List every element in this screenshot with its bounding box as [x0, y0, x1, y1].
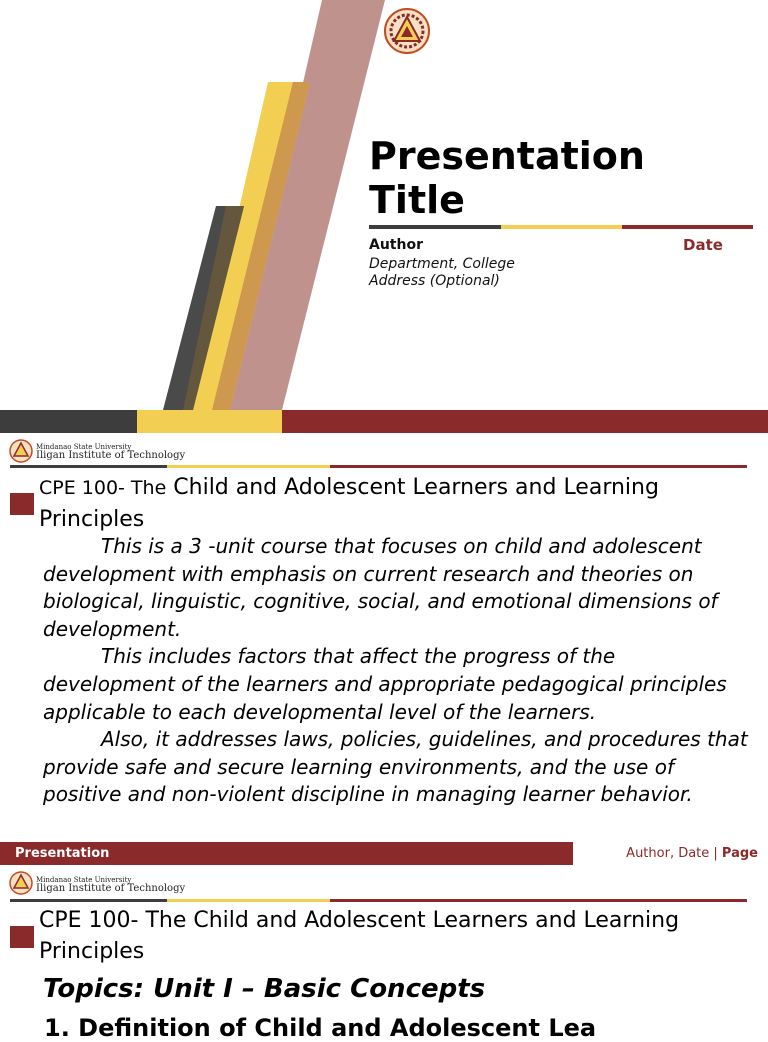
- header-line-gold: [167, 899, 330, 902]
- title-slide: [0, 0, 768, 433]
- underline-gold: [501, 225, 622, 229]
- author-label: Author: [369, 237, 423, 253]
- header-line-gold: [167, 465, 330, 468]
- topic-item: 1. Definition of Child and Adolescent Lea: [44, 1014, 597, 1042]
- bottom-band-gold: [137, 410, 282, 433]
- footer-presentation-label: Presentation: [15, 846, 110, 861]
- university-name: Mindanao State University: [36, 443, 132, 451]
- university-seal-icon: [385, 9, 429, 53]
- paragraph: This is a 3 -unit course that focuses on child and adolescent development with emphasis on current research and theories on biological, linguistic, cognitive, social, and emotional dimensions of development.: [43, 534, 718, 641]
- topics-heading: Topics: Unit I – Basic Concepts: [43, 974, 486, 1004]
- course-description: [43, 533, 748, 809]
- course-title-rest: Child and Adolescent Learners and Learning Principles: [39, 475, 659, 532]
- bottom-band-dark: [0, 410, 137, 433]
- course-title: [39, 472, 759, 535]
- bottom-band-maroon: [282, 410, 768, 433]
- header-line-maroon: [330, 465, 747, 468]
- paragraph: This includes factors that affect the progress of the development of the learners and appropriate pedagogical principles applicable to each developmental level of the learners.: [43, 644, 727, 724]
- institute-name: Iligan Institute of Technology: [36, 450, 186, 461]
- underline-maroon: [622, 225, 753, 229]
- footer-page-label: Page: [721, 846, 758, 861]
- header-line-dark: [10, 899, 167, 902]
- title-bullet-square: [10, 493, 34, 515]
- university-seal-icon: [10, 440, 32, 462]
- underline-dark: [369, 225, 501, 229]
- title-bullet-square: [10, 926, 34, 948]
- presentation-title: Presentation Title: [369, 134, 645, 222]
- university-seal-icon: [10, 872, 32, 894]
- institute-name: Iligan Institute of Technology: [36, 883, 186, 894]
- address-label: Address (Optional): [369, 273, 500, 289]
- header-line-dark: [10, 465, 167, 468]
- department-label: Department, College: [369, 256, 515, 272]
- university-name: Mindanao State University: [36, 876, 132, 884]
- header-line-maroon: [330, 899, 747, 902]
- footer-author-page: Author, Date | Page: [626, 846, 758, 861]
- paragraph: Also, it addresses laws, policies, guidelines, and procedures that provide safe and secure learning environments, and the use of positive and non-violent discipline in managing learner behavior.: [43, 727, 748, 807]
- date-label: Date: [683, 236, 723, 254]
- course-prefix: CPE 100- The: [39, 477, 167, 499]
- course-title: CPE 100- The Child and Adolescent Learners and Learning Principles: [39, 908, 680, 964]
